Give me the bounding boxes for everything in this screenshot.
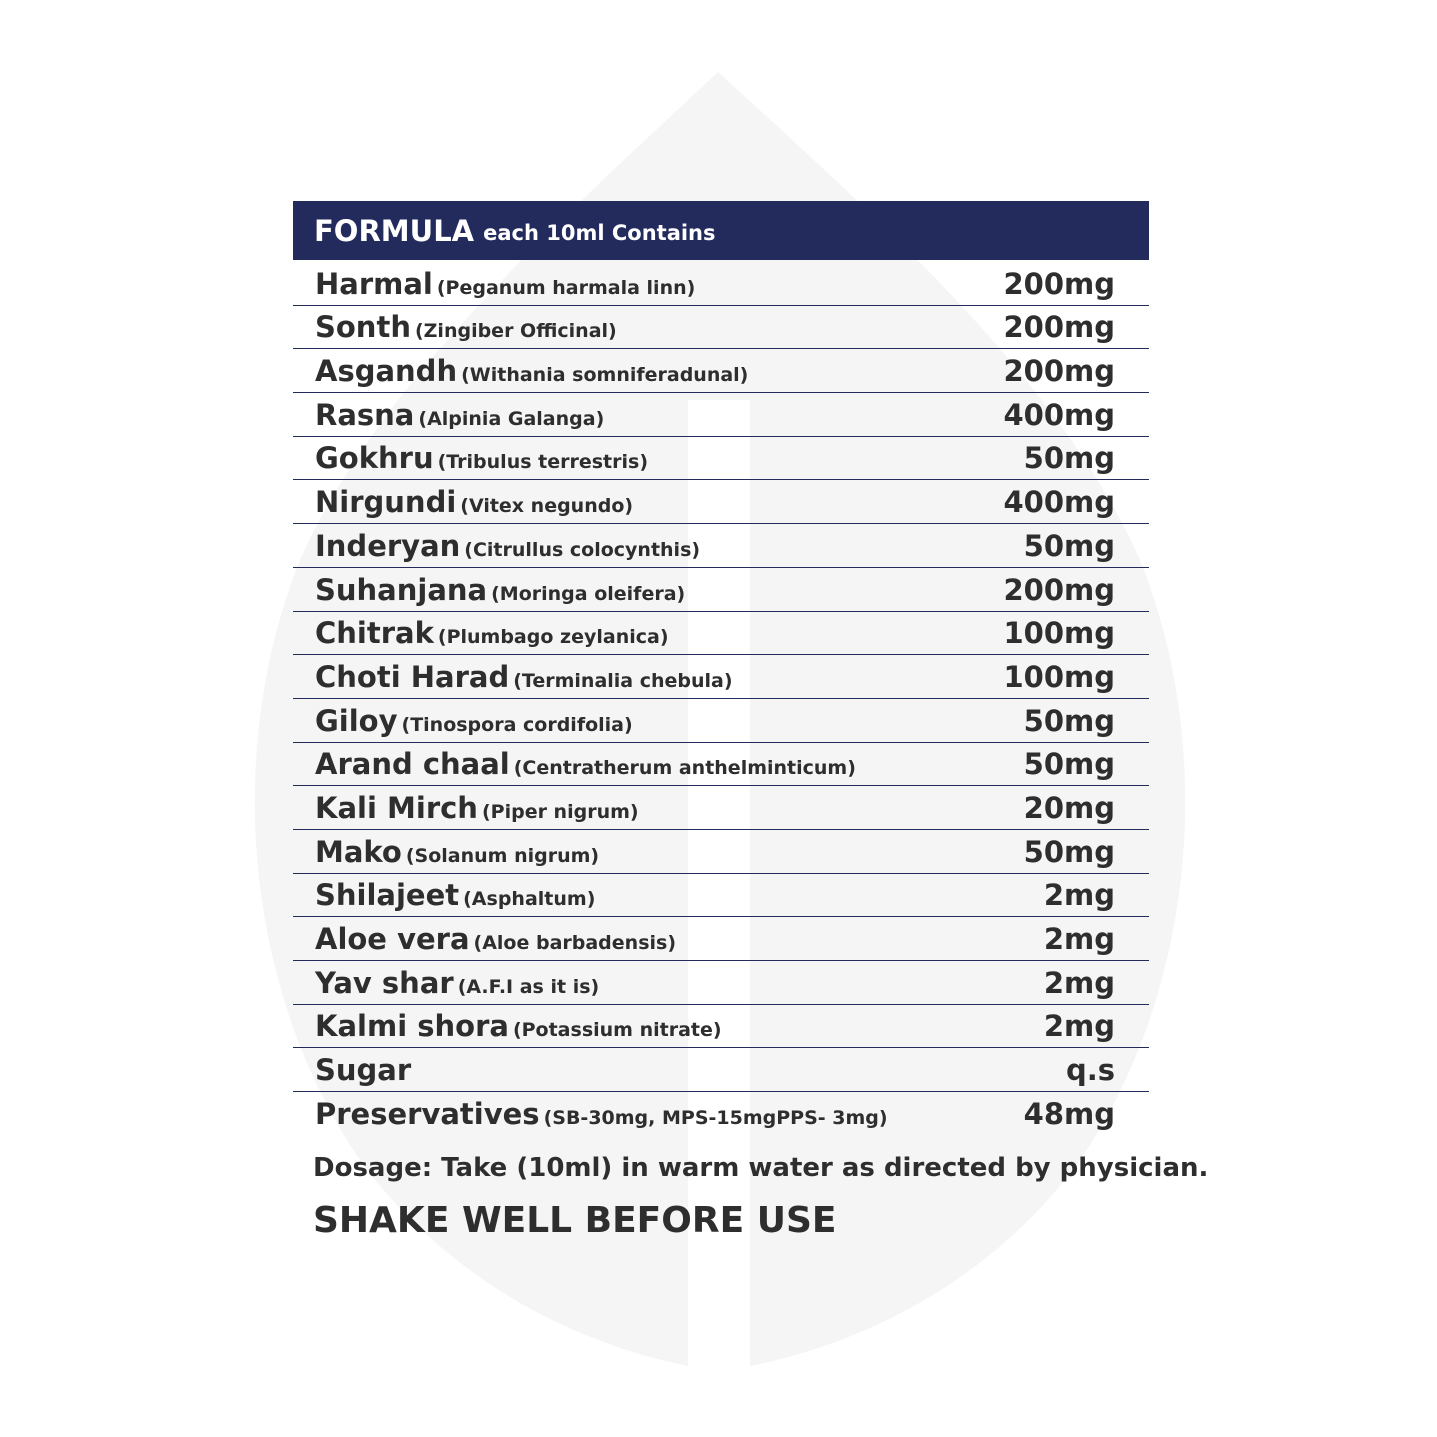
table-row: [293, 786, 1149, 830]
ingredient-scientific-name: (Potassium nitrate): [512, 1019, 722, 1042]
ingredient-scientific-name: (Citrullus colocynthis): [464, 538, 701, 561]
ingredient-common-name: Rasna: [315, 397, 415, 432]
ingredient-scientific-name: (Peganum harmala linn): [436, 276, 696, 299]
ingredient-amount: 50mg: [1023, 747, 1115, 782]
shake-warning: SHAKE WELL BEFORE USE: [313, 1200, 837, 1241]
table-row: [293, 393, 1149, 437]
table-row: [293, 1092, 1149, 1135]
ingredient-name: [315, 660, 733, 694]
ingredient-common-name: Kali Mirch: [315, 790, 478, 825]
ingredient-common-name: Preservatives: [315, 1096, 540, 1131]
ingredient-name: [315, 354, 748, 388]
ingredient-common-name: Asgandh: [315, 354, 458, 389]
ingredient-name: [315, 616, 669, 650]
table-row: [293, 349, 1149, 393]
ingredient-common-name: Kalmi shora: [315, 1009, 509, 1044]
ingredient-common-name: Sonth: [315, 310, 411, 345]
ingredient-name: [315, 1053, 411, 1087]
ingredient-common-name: Choti Harad: [315, 659, 510, 694]
table-row: [293, 655, 1149, 699]
ingredient-name: [315, 966, 599, 1000]
ingredient-name: [315, 267, 695, 301]
ingredient-amount: 200mg: [1003, 354, 1115, 389]
ingredient-amount: 50mg: [1023, 703, 1115, 738]
formula-header: [293, 201, 1149, 260]
ingredient-name: [315, 573, 685, 607]
ingredient-name: [315, 922, 676, 956]
ingredient-amount: 48mg: [1023, 1096, 1115, 1131]
table-row: [293, 1048, 1149, 1092]
ingredient-scientific-name: (Zingiber Officinal): [414, 320, 617, 343]
ingredient-amount: q.s: [1065, 1053, 1115, 1088]
ingredient-common-name: Inderyan: [315, 528, 461, 563]
formula-subtitle: each 10ml Contains: [483, 220, 716, 245]
ingredient-amount: 50mg: [1023, 528, 1115, 563]
ingredient-common-name: Mako: [315, 834, 402, 869]
ingredient-name: [315, 704, 633, 738]
ingredient-amount: 100mg: [1003, 659, 1115, 694]
ingredient-scientific-name: (Tinospora cordifolia): [401, 713, 633, 736]
ingredient-name: [315, 835, 599, 869]
ingredient-scientific-name: (Solanum nigrum): [405, 844, 600, 867]
table-row: [293, 262, 1149, 306]
table-row: [293, 612, 1149, 656]
table-row: [293, 917, 1149, 961]
ingredient-name: [315, 747, 856, 781]
table-row: [293, 743, 1149, 787]
table-row: [293, 699, 1149, 743]
ingredient-scientific-name: (Terminalia chebula): [513, 669, 733, 692]
ingredient-scientific-name: (Vitex negundo): [460, 495, 634, 518]
ingredient-name: [315, 1097, 888, 1131]
table-row: [293, 568, 1149, 612]
table-row: [293, 480, 1149, 524]
ingredient-name: [315, 791, 639, 825]
table-row: [293, 306, 1149, 350]
ingredient-scientific-name: (Alpinia Galanga): [418, 407, 605, 430]
ingredient-amount: 200mg: [1003, 266, 1115, 301]
ingredient-amount: 400mg: [1003, 397, 1115, 432]
ingredient-name: [315, 398, 604, 432]
ingredient-common-name: Arand chaal: [315, 747, 510, 782]
ingredient-amount: 20mg: [1023, 790, 1115, 825]
ingredient-amount: 2mg: [1043, 922, 1115, 956]
ingredient-common-name: Chitrak: [315, 616, 434, 651]
ingredient-scientific-name: (Plumbago zeylanica): [437, 626, 669, 649]
ingredient-common-name: Aloe vera: [315, 922, 470, 956]
table-row: [293, 524, 1149, 568]
ingredient-common-name: Suhanjana: [315, 572, 488, 607]
ingredient-name: [315, 441, 648, 475]
table-row: [293, 1005, 1149, 1049]
table-row: [293, 961, 1149, 1005]
ingredient-amount: 100mg: [1003, 616, 1115, 651]
ingredient-scientific-name: (A.F.I as it is): [457, 975, 600, 998]
ingredient-common-name: Yav shar: [315, 965, 454, 1000]
ingredient-name: [315, 485, 633, 519]
ingredient-common-name: Giloy: [315, 703, 398, 738]
ingredient-common-name: Gokhru: [315, 441, 434, 476]
ingredient-scientific-name: (Aloe barbadensis): [473, 932, 677, 954]
ingredient-amount: 2mg: [1043, 965, 1115, 1000]
ingredient-amount: 400mg: [1003, 485, 1115, 520]
ingredient-scientific-name: (Moringa oleifera): [491, 582, 686, 605]
table-row: [293, 830, 1149, 874]
ingredient-name: [315, 310, 617, 344]
ingredient-amount: 2mg: [1043, 878, 1115, 913]
ingredient-common-name: Shilajeet: [315, 878, 460, 913]
ingredient-name: [315, 529, 700, 563]
ingredient-scientific-name: (Piper nigrum): [481, 800, 639, 823]
ingredient-common-name: Nirgundi: [315, 485, 457, 520]
formula-title: FORMULA: [314, 213, 475, 248]
ingredient-name: [315, 1009, 722, 1043]
table-row: [293, 874, 1149, 918]
ingredient-name: [315, 878, 595, 912]
ingredient-amount: 200mg: [1003, 310, 1115, 345]
ingredient-scientific-name: (Centratherum anthelminticum): [513, 757, 856, 780]
ingredient-amount: 2mg: [1043, 1009, 1115, 1044]
ingredient-scientific-name: (Withania somniferadunal): [461, 364, 749, 387]
ingredient-amount: 50mg: [1023, 834, 1115, 869]
ingredient-scientific-name: (Tribulus terrestris): [437, 451, 649, 474]
ingredient-scientific-name: (SB-30mg, MPS-15mgPPS- 3mg): [543, 1106, 888, 1129]
ingredient-table: [293, 262, 1149, 1135]
table-row: [293, 437, 1149, 481]
ingredient-amount: 50mg: [1023, 441, 1115, 476]
dosage-text: Dosage: Take (10ml) in warm water as directed by physician.: [313, 1153, 1209, 1183]
ingredient-common-name: Sugar: [315, 1053, 412, 1088]
ingredient-common-name: Harmal: [315, 266, 433, 301]
ingredient-scientific-name: (Asphaltum): [463, 888, 596, 911]
ingredient-amount: 200mg: [1003, 572, 1115, 607]
